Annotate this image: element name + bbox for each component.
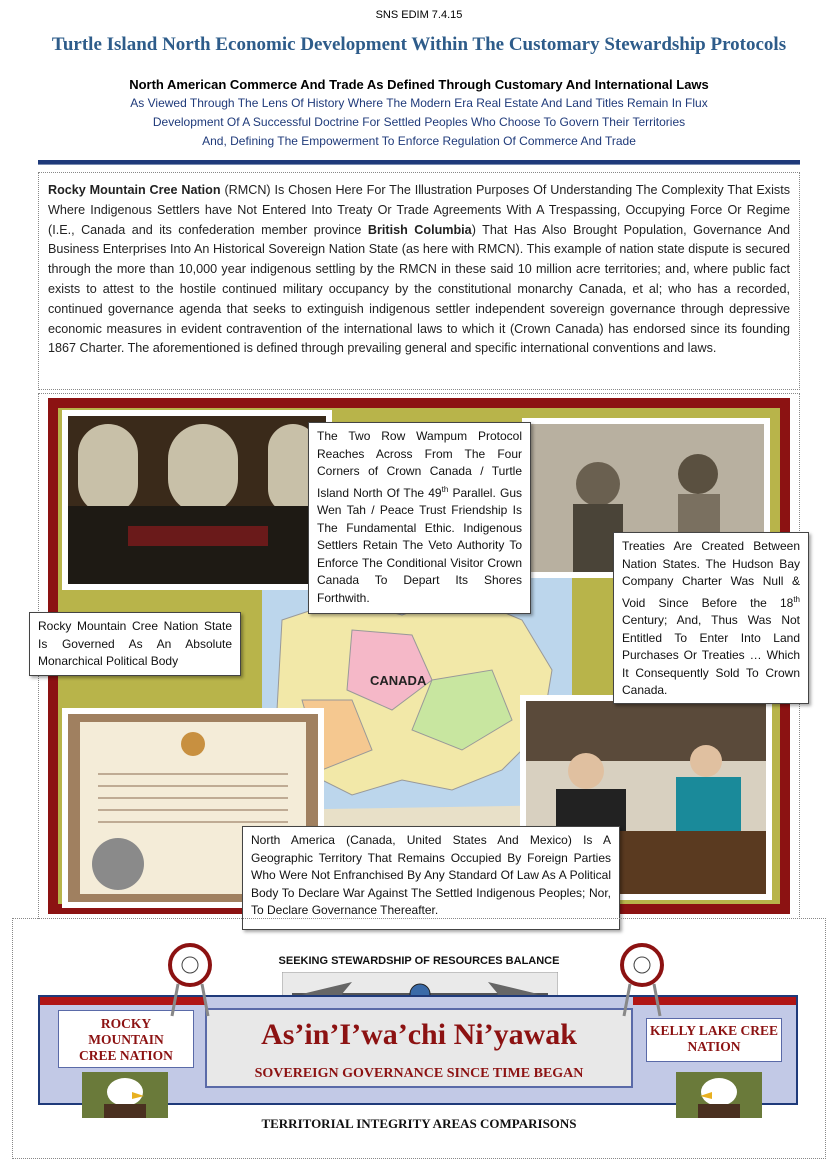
eagle-icon xyxy=(676,1072,762,1118)
callout-north-america: North America (Canada, United States And Mexico) Is A Geographic Territory That Remains Occupied By Foreign Parties Who Were Not Enfranchised By Any Standard Of Law As A Political Body To Declare War Against The Settled Indigenous Peoples; Nor, To Declare Governance Thereafter. xyxy=(242,826,620,930)
callout-wampum-superscript: th xyxy=(441,484,449,494)
callout-treaty-text-a: Treaties Are Created Between Nation States. The Hudson Bay Company Charter Was Null & Void Since Before the 18 xyxy=(622,539,800,610)
callout-treaty-text-b: Century; And, Thus Was Not Entitled To Enter Into Land Purchases Or Treaties … Which It Consequently Sold To Crown Canada. xyxy=(622,613,800,697)
painting-confederation-photo xyxy=(62,410,332,590)
left-nation-name: ROCKY MOUNTAIN CREE NATION xyxy=(79,1016,173,1063)
dreamcatcher-icon xyxy=(160,940,220,1020)
document-code: SNS EDIM 7.4.15 xyxy=(375,9,463,21)
callout-wampum-text-a: The Two Row Wampum Protocol Reaches Across From The Four Corners of Crown Canada / Turtle Island North Of The 49 xyxy=(317,429,522,500)
intro-lead-bold: Rocky Mountain Cree Nation xyxy=(48,183,221,197)
eagle-icon xyxy=(82,1072,168,1118)
callout-rmcn-governance: Rocky Mountain Cree Nation State Is Governed As An Absolute Monarchical Political Body xyxy=(29,612,241,676)
nation-main-name: As’in’I’wa’chi Ni’yawak xyxy=(261,1018,577,1051)
footer-caption: TERRITORIAL INTEGRITY AREAS COMPARISONS xyxy=(261,1116,577,1131)
right-nation-name: KELLY LAKE CREE NATION xyxy=(649,1023,779,1054)
intro-paragraph xyxy=(38,172,800,390)
map-label: CANADA xyxy=(370,673,427,688)
intro-text-2: ) That Has Also Brought Population, Governance And Business Enterprises Into An Historical Sovereign Nation State (as here with RMCN). This example of nation state dispute is secured through the more than 10,000 year indigenous settling by the RMCN in these said 10 million acre territories; and, where public fact exists to attest to the hostile continued military occupancy by the constitutional monarchy Canada, et al; who has a recorded, continued governance agenda that seeks to extinguish indigenous settler independent sovereign governance through depressive economic measures in evident contravention of the international laws to which it (Crown Canada) has endorsed since its founding 1867 Charter. The aforementioned is defined through prevailing general and specific international conventions and laws. xyxy=(48,222,790,356)
intro-text-1: (RMCN) Is Chosen Here For The Illustration Purposes Of Understanding The Complexity That Exists Where Indigenous Settlers have Not Entered Into Treaty Or Trade Agreements With A Trespassing, Occupying Force Or Regime (I.E., Canada and its confederation member province xyxy=(48,183,790,237)
page-title: Turtle Island North Economic Development Within The Customary Stewardship Protocols xyxy=(51,34,787,55)
subtitle-line-1: As Viewed Through The Lens Of History Where The Modern Era Real Estate And Land Titles Remain In Flux xyxy=(130,96,708,110)
subtitle-line-2: Development Of A Successful Doctrine For Settled Peoples Who Choose To Govern Their Territories xyxy=(152,115,686,129)
callout-treaties xyxy=(613,532,809,704)
callout-two-row-wampum xyxy=(308,422,531,614)
subtitle-line-3: And, Defining The Empowerment To Enforce Regulation Of Commerce And Trade xyxy=(202,134,636,148)
intro-bold-bc: British Columbia xyxy=(367,222,472,237)
callout-treaty-superscript: th xyxy=(793,594,800,604)
banner-top-caption: SEEKING STEWARDSHIP OF RESOURCES BALANCE xyxy=(278,955,560,967)
dreamcatcher-icon xyxy=(612,940,672,1020)
sovereign-tagline: SOVEREIGN GOVERNANCE SINCE TIME BEGAN xyxy=(254,1066,584,1081)
page-subtitle: North American Commerce And Trade As Defined Through Customary And International Laws xyxy=(129,77,709,92)
header-divider xyxy=(38,160,800,165)
callout-wampum-text-b: Parallel. Gus Wen Tah / Peace Trust Friendship Is The Fundamental Ethic. Indigenous Settlers Retain The Veto Authority To Enforce The Conditional Visitor Crown Canada To Depart Its Shores Forthwith. xyxy=(317,485,522,605)
